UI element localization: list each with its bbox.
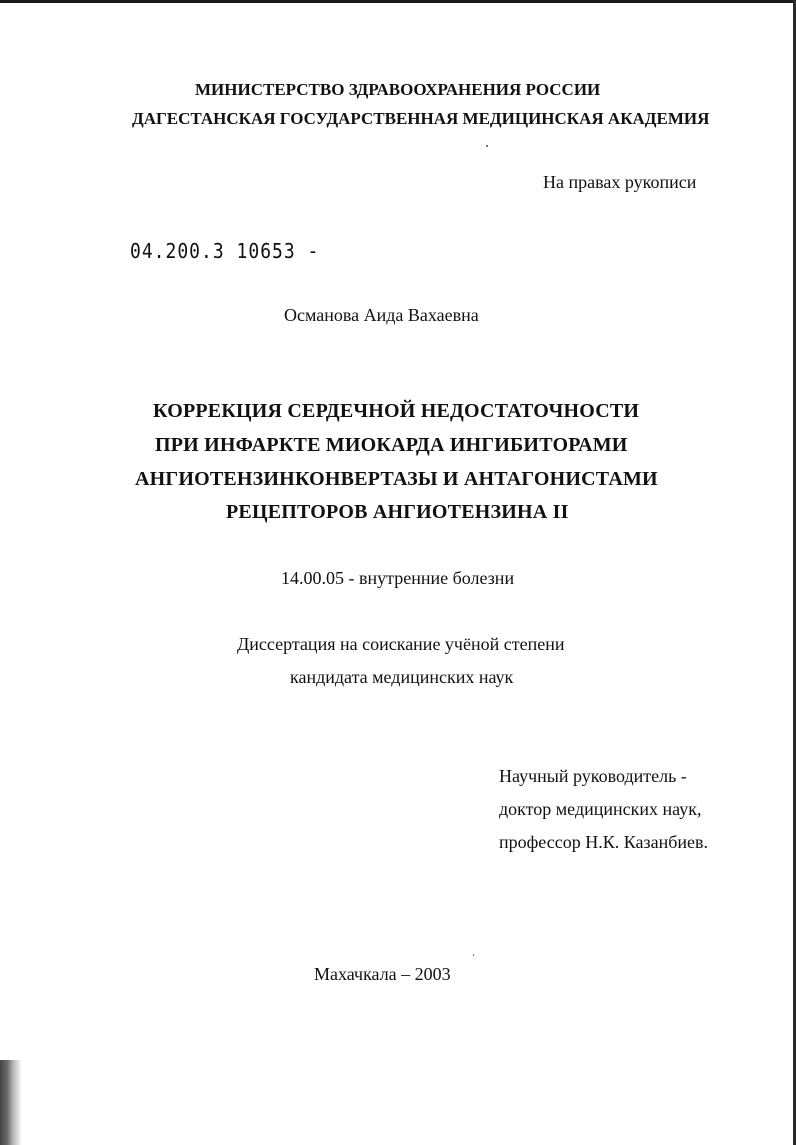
supervisor-line-2: доктор медицинских наук, [499, 799, 702, 819]
dissertation-line-2: кандидата медицинских наук [290, 667, 514, 687]
academy-heading: ДАГЕСТАНСКАЯ ГОСУДАРСТВЕННАЯ МЕДИЦИНСКАЯ АКАДЕМИЯ [132, 109, 710, 128]
scan-edge-top [0, 0, 796, 3]
registry-number-stamp: 04.200.3 10653 - [130, 240, 320, 264]
scan-speck [486, 145, 488, 147]
supervisor-line-3: профессор Н.К. Казанбиев. [499, 832, 708, 852]
title-line-3: АНГИОТЕНЗИНКОНВЕРТАЗЫ И АНТАГОНИСТАМИ [135, 468, 658, 490]
title-line-2: ПРИ ИНФАРКТЕ МИОКАРДА ИНГИБИТОРАМИ [155, 434, 628, 456]
scan-edge-left [0, 1060, 22, 1145]
specialty-code: 14.00.05 - внутренние болезни [281, 568, 515, 588]
place-year: Махачкала – 2003 [314, 964, 451, 984]
author-name: Османова Аида Вахаевна [284, 305, 479, 325]
supervisor-line-1: Научный руководитель - [499, 766, 687, 786]
scan-speck [473, 954, 474, 956]
ministry-heading: МИНИСТЕРСТВО ЗДРАВООХРАНЕНИЯ РОССИИ [195, 80, 601, 99]
dissertation-line-1: Диссертация на соискание учёной степени [237, 634, 565, 654]
title-line-4: РЕЦЕПТОРОВ АНГИОТЕНЗИНА II [226, 501, 569, 523]
manuscript-note: На правах рукописи [543, 172, 697, 192]
title-line-1: КОРРЕКЦИЯ СЕРДЕЧНОЙ НЕДОСТАТОЧНОСТИ [153, 400, 640, 422]
